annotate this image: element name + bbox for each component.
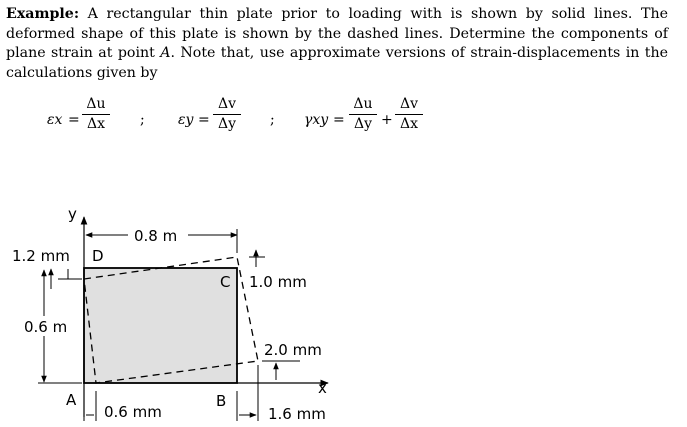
- a-displacement-label: 0.6 mm: [104, 403, 162, 421]
- eq-equals-1: =: [68, 112, 80, 128]
- point-a-label: A: [66, 391, 77, 409]
- gamma-fraction-1-denominator: Δy: [353, 116, 373, 132]
- problem-statement: [6, 5, 668, 83]
- gamma-fraction-1-numerator: Δu: [353, 96, 373, 112]
- eq-separator-2: ;: [270, 112, 275, 128]
- original-plate: [84, 268, 237, 383]
- height-dimension-label: 0.6 m: [24, 318, 68, 336]
- strain-equations: [0, 96, 687, 146]
- gamma-fraction-1-bar: [349, 114, 377, 115]
- gamma-fraction-2-bar: [395, 114, 423, 115]
- eps-x-symbol: εx: [47, 112, 63, 128]
- right-displacement-label: 2.0 mm: [264, 341, 322, 359]
- x-axis-label: x: [318, 379, 327, 397]
- eps-y-fraction-bar: [213, 114, 241, 115]
- d-displacement-label: 1.2 mm: [12, 247, 70, 265]
- eq-equals-2: =: [198, 112, 210, 128]
- eps-x-numerator: Δu: [86, 96, 106, 112]
- eps-y-symbol: εy: [178, 112, 194, 128]
- point-d-label: D: [92, 247, 104, 265]
- gamma-fraction-2-denominator: Δx: [399, 116, 418, 132]
- eps-y-numerator: Δv: [217, 96, 237, 112]
- c-displacement-label: 1.0 mm: [249, 273, 307, 291]
- eps-x-denominator: Δx: [86, 116, 105, 132]
- b-displacement-label: 1.6 mm: [268, 405, 326, 423]
- problem-text-part1: A rectangular thin plate prior to loading with is shown by solid lines. The deformed shape of this plate is shown by the dashed lines. Determine the components of plane strain at point: [6, 6, 668, 61]
- plate-figure: [0, 195, 687, 427]
- eps-x-fraction: [82, 96, 110, 133]
- eps-y-fraction: [213, 96, 241, 133]
- gamma-fraction-1: [349, 96, 377, 133]
- problem-point-label: A: [160, 45, 171, 61]
- eps-y-denominator: Δy: [217, 116, 237, 132]
- eps-x-fraction-bar: [82, 114, 110, 115]
- eq-plus: +: [381, 112, 393, 128]
- point-b-label: B: [216, 392, 227, 410]
- point-c-label: C: [220, 273, 231, 291]
- y-axis-label: y: [68, 205, 77, 223]
- width-dimension-label: 0.8 m: [134, 227, 178, 245]
- example-label: Example:: [6, 6, 80, 22]
- eq-equals-3: =: [333, 112, 345, 128]
- gamma-fraction-2-numerator: Δv: [399, 96, 419, 112]
- gamma-xy-symbol: γxy: [304, 112, 329, 128]
- plate-diagram: [0, 195, 687, 427]
- gamma-fraction-2: [395, 96, 423, 133]
- eq-separator-1: ;: [140, 112, 145, 128]
- problem-text-part2: . Note that, use approximate versions of strain-displacements in the calculations given by: [6, 45, 668, 81]
